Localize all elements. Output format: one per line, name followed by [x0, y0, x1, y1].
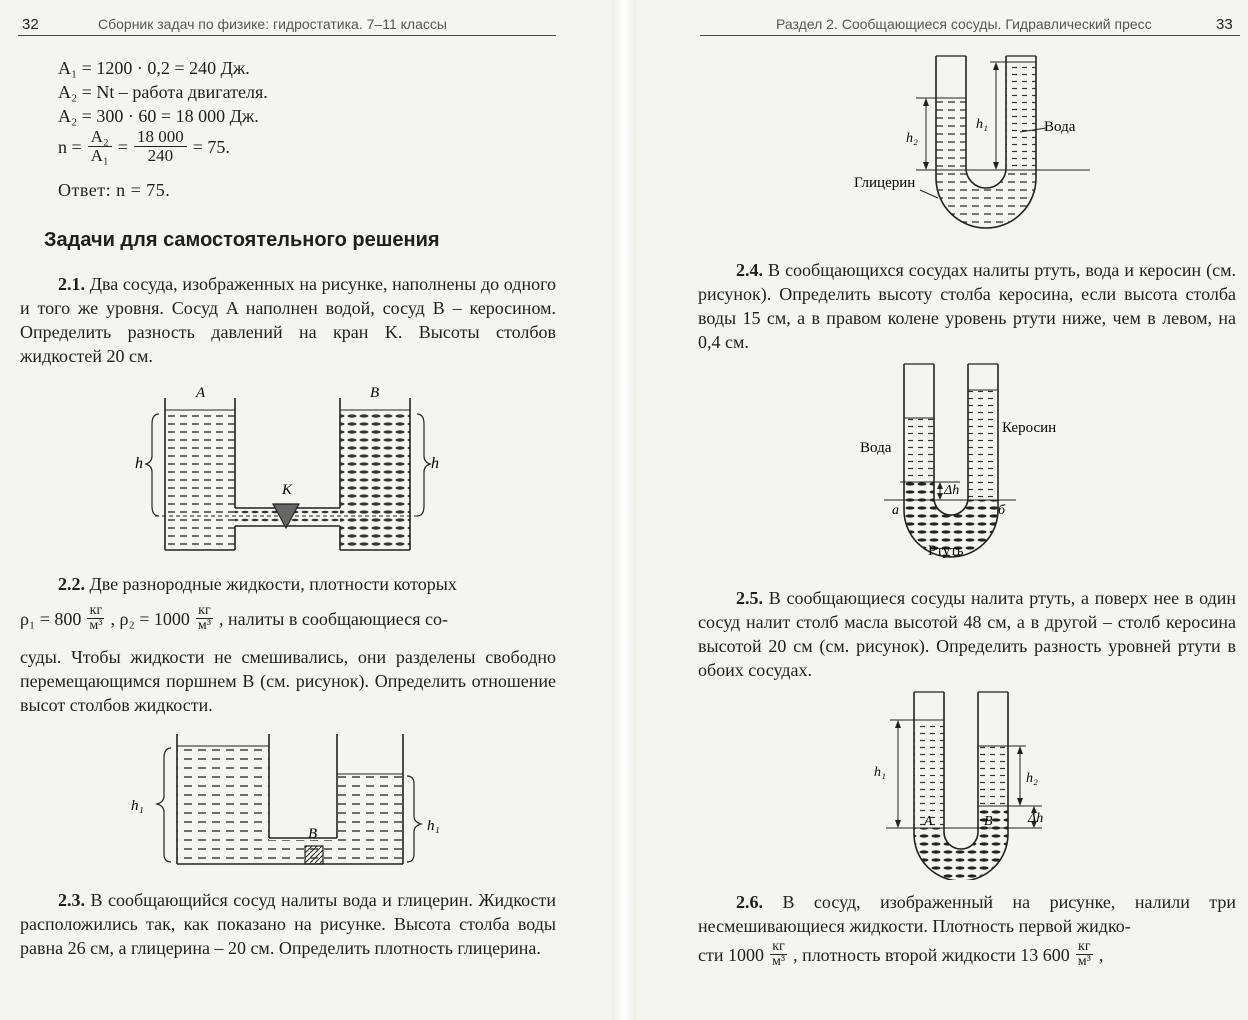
label-h-left: h [135, 455, 143, 472]
figure-2-4 [856, 360, 1056, 560]
unit-fraction: кг м³ [1077, 939, 1091, 969]
equation-a2: A₂ = Nt – работа двигателя. [58, 82, 268, 102]
running-header: Сборник задач по физике: гидростатика. 7–11 классы [98, 16, 447, 32]
label-a: A [196, 385, 206, 401]
figure-2-3 [850, 50, 1110, 238]
label-b: B [984, 814, 993, 829]
book-spine [612, 0, 636, 1020]
answer: Ответ: n = 75. [58, 180, 171, 200]
n-result: = 75. [192, 136, 230, 157]
problem-text: В сообщающихся сосудах налиты ртуть, вода и керосин (см. рисунок). Определить высоту столба керосина, если высота столба воды 15 см, а в правом колене уровень ртути ниже, чем в левом, на 0,4 см. [698, 260, 1236, 352]
figure-2-1 [130, 380, 450, 555]
problem-2-2-continued: суды. Чтобы жидкости не смешивались, они разделены свободно перемещающимся поршнем B (см. рисунок). Определить отношение высот столбов жидкости. [20, 647, 556, 715]
label-h2: h₂ [906, 131, 918, 146]
problem-2-6-densities: сти 1000 кг м³ , плотность второй жидкости 13 600 кг м³ , [698, 939, 1104, 969]
left-page [0, 0, 612, 1020]
page-number: 33 [1216, 16, 1233, 33]
problem-2-2: 2.2. Две разнородные жидкости, плотности которых [58, 574, 457, 594]
label-a: A [924, 814, 933, 829]
label-h2: h₂ [1026, 771, 1038, 786]
problem-number: 2.4. [736, 260, 763, 280]
n-lhs: n = [58, 136, 82, 157]
label-water: Вода [1044, 119, 1076, 135]
fraction-a2-a1: $\frac{\text{A₂}}{\text{A₁}}$ [88, 128, 112, 165]
label-h1-left: h₁ [131, 798, 144, 814]
figure-2-2 [125, 728, 455, 870]
label-b: B [370, 385, 380, 401]
problem-2-6 [698, 890, 1236, 938]
label-h1: h₁ [976, 117, 988, 132]
label-k: K [282, 482, 293, 498]
problem-2-3 [20, 888, 556, 960]
header-rule [18, 35, 556, 36]
problem-number: 2.1. [58, 274, 85, 294]
label-dh: Δh [1028, 811, 1044, 826]
equation-a1: A₁ = 1200 · 0,2 = 240 Дж. [58, 58, 250, 78]
figure-2-5 [858, 688, 1058, 880]
problem-2-2-densities: ρ₁ = 800 кг м³ , ρ₂ = 1000 кг м³ , налиты в сообщающиеся со- [20, 603, 448, 633]
fraction-values: $\frac{18 000}{240}$ [134, 128, 187, 165]
label-water: Вода [860, 440, 892, 456]
problem-number: 2.5. [736, 588, 763, 608]
unit-fraction: кг м³ [197, 603, 211, 633]
equation-n: n = $\frac{\text{A₂}}{\text{A₁}}$ = $\frac{18 000}{240}$ = 75. [58, 127, 230, 165]
label-h1: h₁ [874, 765, 886, 780]
equation-a2-calc: A₂ = 300 · 60 = 18 000 Дж. [58, 106, 259, 126]
right-page [636, 0, 1248, 1020]
section-title: Задачи для самостоятельного решения [44, 229, 440, 251]
problem-number: 2.6. [736, 892, 763, 912]
problem-text: В сообщающиеся сосуды налита ртуть, а поверх нее в один сосуд налит столб масла высотой 48 см, а в другой – столб керосина высотой 20 см (см. рисунок). Определить разность уровней ртути в обоих сосудах. [698, 588, 1237, 680]
problem-number: 2.3. [58, 890, 85, 910]
problem-text: Два сосуда, изображенных на рисунке, наполнены до одного и того же уровня. Сосуд A наполнен водой, сосуд B – керосином. Определить разность давлений на кран K. Высоты столбов жидкостей 20 см. [20, 274, 557, 366]
label-mercury: Ртуть [928, 543, 964, 559]
label-dh: Δh [944, 483, 960, 498]
label-glycerin: Глицерин [854, 175, 916, 191]
problem-text: В сообщающийся сосуд налиты вода и глицерин. Жидкости расположились так, как показано на рисунке. Высота столба воды равна 26 см, а глицерина – 20 см. Определить плотность глицерина. [20, 890, 557, 958]
unit-fraction: кг м³ [772, 939, 786, 969]
problem-2-1 [20, 272, 556, 368]
label-h1-right: h₁ [427, 818, 440, 834]
label-b: б [998, 503, 1006, 518]
header-rule [700, 35, 1240, 36]
label-b: B [308, 826, 318, 842]
problem-2-5 [698, 586, 1236, 682]
problem-2-4 [698, 258, 1236, 354]
label-h-right: h [431, 455, 439, 472]
page-number: 32 [22, 16, 39, 33]
problem-text: В сосуд, изображенный на рисунке, налили три несмешивающиеся жидкости. Плотность первой жидко- [698, 892, 1236, 936]
running-header: Раздел 2. Сообщающиеся сосуды. Гидравлический пресс [776, 16, 1152, 32]
unit-fraction: кг м³ [89, 603, 103, 633]
label-kerosene: Керосин [1002, 420, 1056, 436]
label-a: а [892, 503, 899, 518]
problem-number: 2.2. [58, 574, 85, 594]
